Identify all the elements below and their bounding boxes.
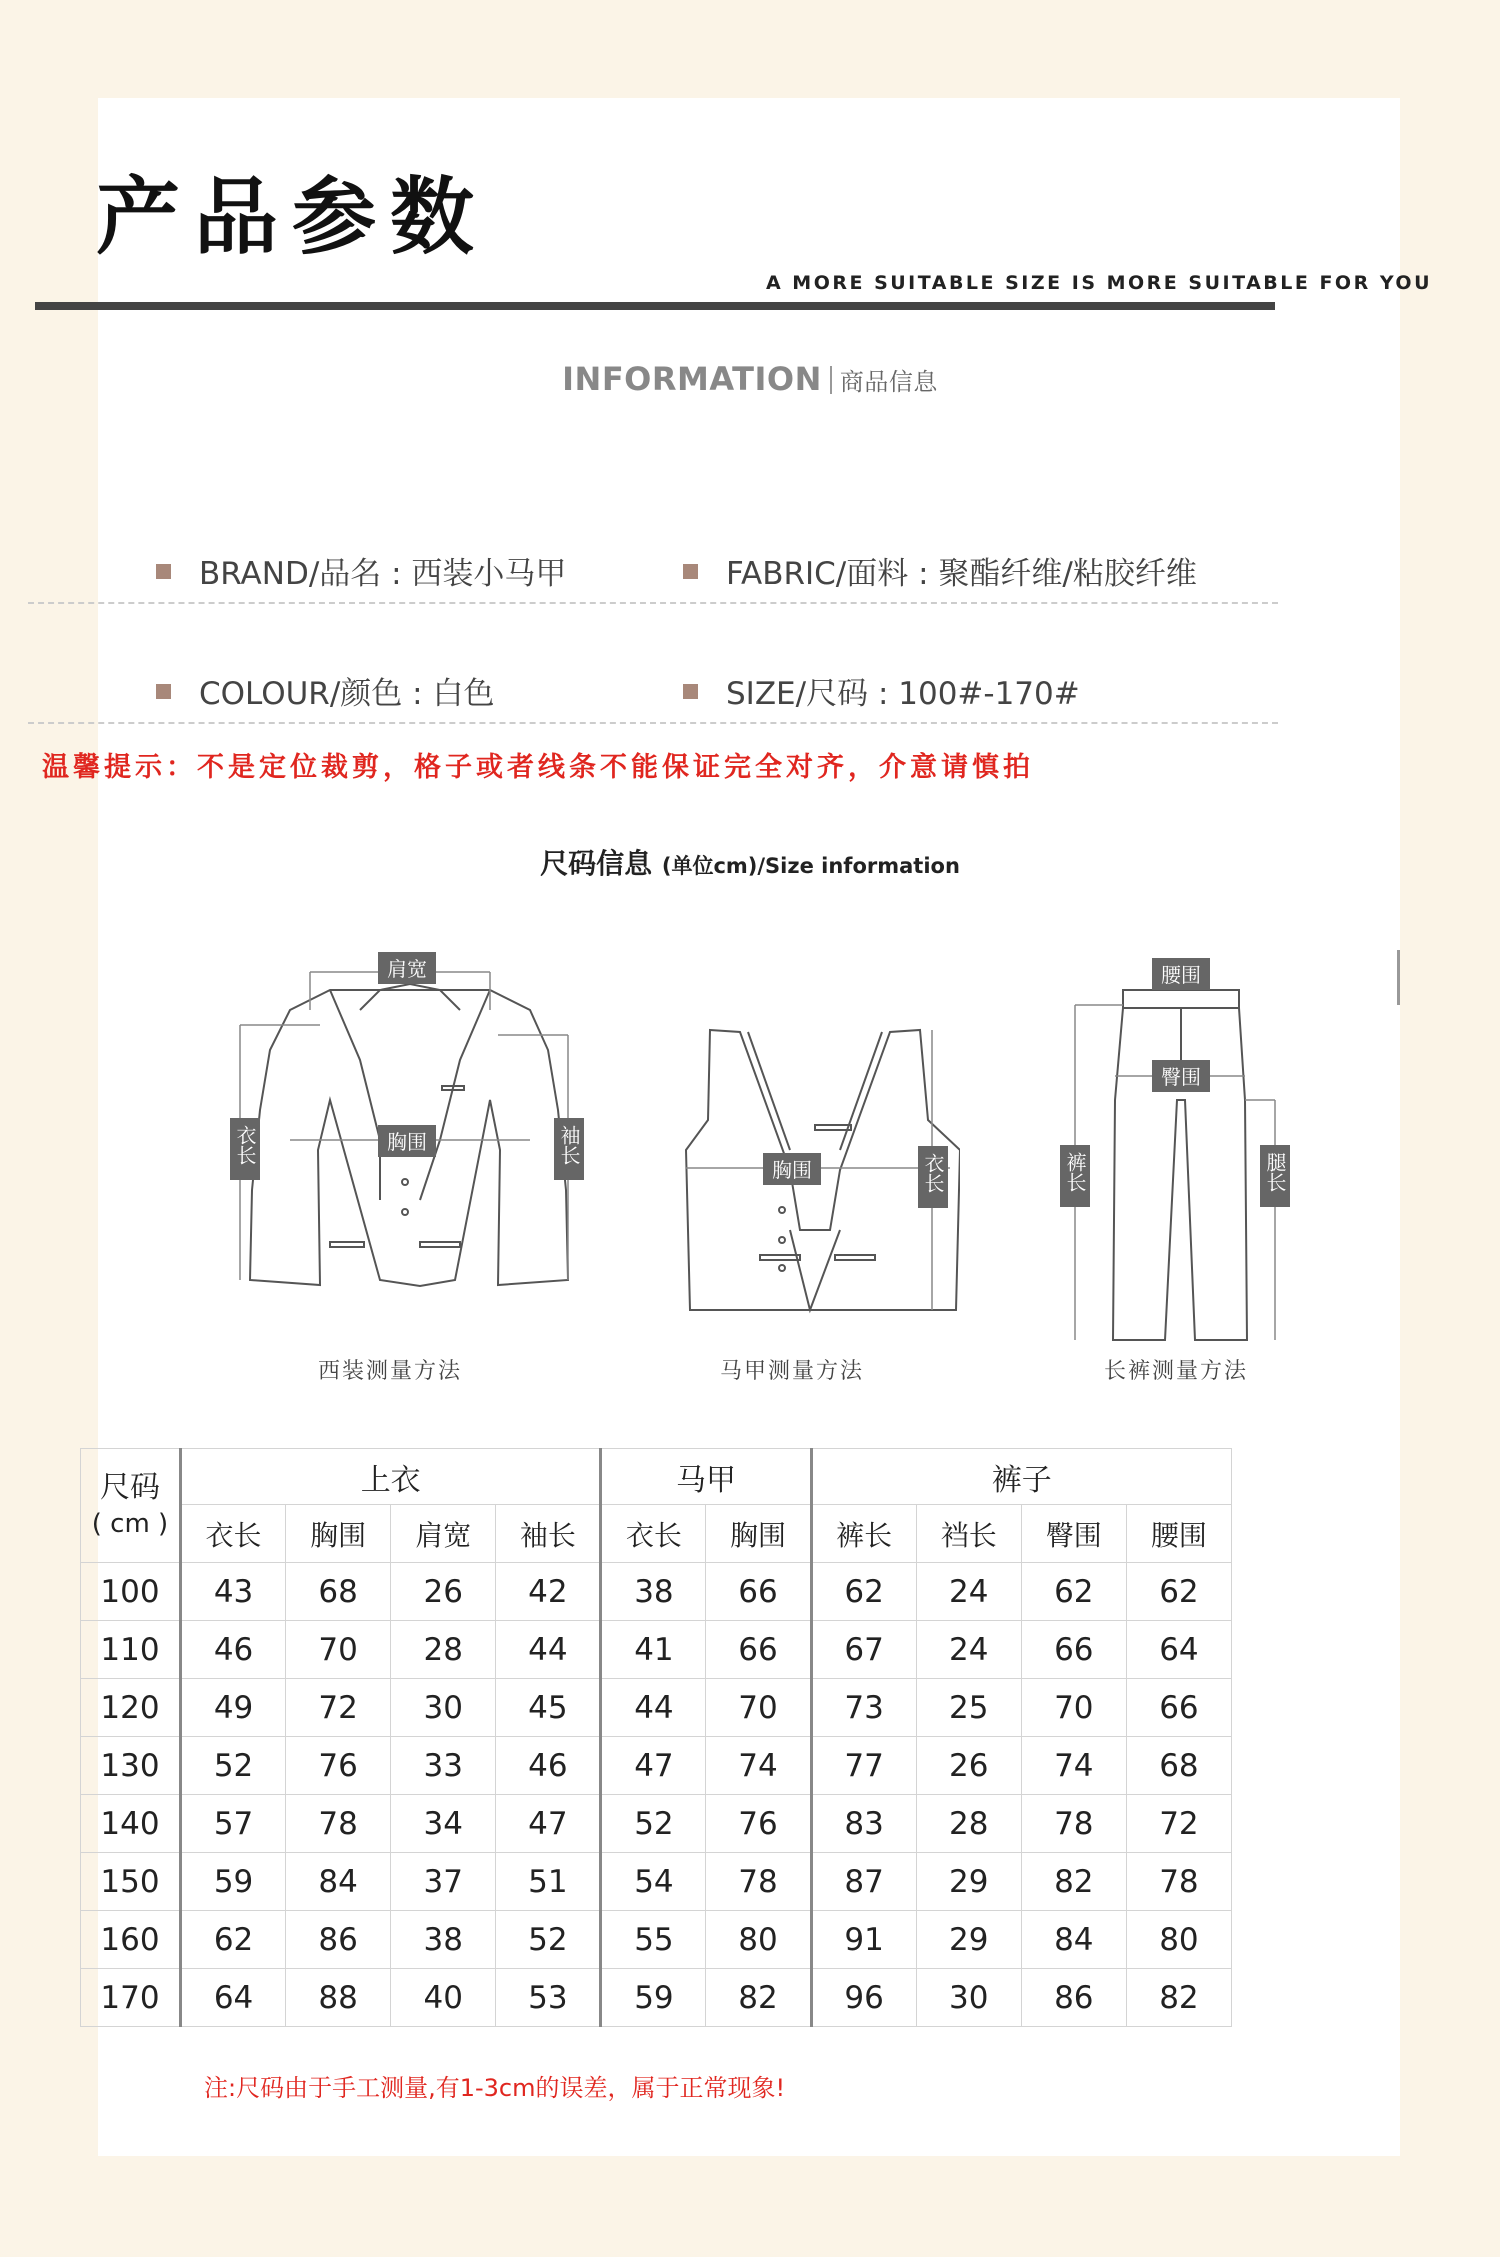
measure-cell: 86: [286, 1911, 391, 1969]
subheader-cell: 衣长: [181, 1505, 286, 1563]
measure-cell: 86: [1021, 1969, 1126, 2027]
measure-cell: 26: [391, 1563, 496, 1621]
measure-cell: 45: [496, 1679, 601, 1737]
brand-field: [156, 548, 566, 593]
measure-cell: 66: [706, 1563, 811, 1621]
vest-right-pocket: [835, 1255, 875, 1260]
colour-value: 白色: [432, 676, 495, 712]
size-value: 100#-170#: [898, 676, 1080, 712]
vest-left-pocket: [760, 1255, 800, 1260]
measure-cell: 87: [811, 1853, 916, 1911]
measure-cell: 38: [391, 1911, 496, 1969]
size-header: 尺码: [100, 1469, 160, 1505]
measure-cell: 57: [181, 1795, 286, 1853]
footnote: 注:尺码由于手工测量,有1-3cm的误差，属于正常现象!: [204, 2074, 786, 2102]
measure-cell: 33: [391, 1737, 496, 1795]
size-label: SIZE/尺码 :: [726, 676, 899, 712]
measure-cell: 91: [811, 1911, 916, 1969]
measure-cell: 24: [916, 1621, 1021, 1679]
measure-cell: 78: [706, 1853, 811, 1911]
measure-cell: 42: [496, 1563, 601, 1621]
brand-value: 西装小马甲: [411, 556, 567, 592]
measure-cell: 67: [811, 1621, 916, 1679]
waist-tag-label: 腰围: [1161, 963, 1201, 987]
info-row-1: [28, 540, 1278, 604]
heading-separator: [830, 366, 832, 394]
square-bullet-icon: [683, 564, 698, 579]
vest-diagram: [660, 1010, 960, 1330]
suit-right-lapel: [420, 990, 490, 1200]
suit-caption: 西装测量方法: [318, 1359, 463, 1384]
title-divider: [35, 302, 1275, 310]
measure-cell: 78: [1126, 1853, 1231, 1911]
measure-cell: 52: [601, 1795, 706, 1853]
measure-cell: 29: [916, 1853, 1021, 1911]
measure-cell: 26: [916, 1737, 1021, 1795]
measure-cell: 70: [706, 1679, 811, 1737]
measure-cell: 37: [391, 1853, 496, 1911]
table-row: [81, 1795, 1232, 1853]
subheader-cell: 胸围: [286, 1505, 391, 1563]
subheader-cell: 衣长: [601, 1505, 706, 1563]
measure-cell: 53: [496, 1969, 601, 2027]
sleeve-tag-label: 袖长: [557, 1125, 581, 1165]
measure-cell: 52: [496, 1911, 601, 1969]
info-row-2: [28, 660, 1278, 724]
measure-cell: 46: [181, 1621, 286, 1679]
square-bullet-icon: [156, 564, 171, 579]
subheader-cell: 袖长: [496, 1505, 601, 1563]
fabric-label: FABRIC/面料 :: [726, 556, 939, 592]
table-row: [81, 1969, 1232, 2027]
measure-cell: 72: [1126, 1795, 1231, 1853]
measure-cell: 41: [601, 1621, 706, 1679]
vest-button: [779, 1207, 785, 1213]
size-field: [683, 668, 1080, 713]
pants-caption: 长裤测量方法: [1104, 1359, 1249, 1384]
vest-length-tag-label: 衣长: [921, 1153, 945, 1193]
measure-cell: 74: [1021, 1737, 1126, 1795]
size-rows: [81, 1563, 1232, 2027]
measure-cell: 80: [706, 1911, 811, 1969]
measure-cell: 66: [1021, 1621, 1126, 1679]
leg-length-tag-label: 腿长: [1263, 1152, 1287, 1192]
table-row: [81, 1563, 1232, 1621]
fabric-value: 聚酯纤维/粘胶纤维: [938, 556, 1197, 592]
vest-hem: [790, 1230, 840, 1310]
measure-cell: 64: [1126, 1621, 1231, 1679]
measure-cell: 29: [916, 1911, 1021, 1969]
suit-button: [402, 1179, 408, 1185]
subheader-cell: 腰围: [1126, 1505, 1231, 1563]
suit-left-lapel: [330, 990, 380, 1200]
measure-cell: 24: [916, 1563, 1021, 1621]
size-table: [80, 1448, 1232, 2027]
measure-cell: 44: [496, 1621, 601, 1679]
pants-diagram: [1055, 950, 1295, 1350]
vest-breast-pocket: [815, 1125, 851, 1130]
info-heading-cn: 商品信息: [839, 368, 938, 396]
vest-button: [779, 1265, 785, 1271]
subheader-cell: 裆长: [916, 1505, 1021, 1563]
measure-cell: 46: [496, 1737, 601, 1795]
size-info-title: 尺码信息: [540, 847, 653, 880]
measure-cell: 66: [706, 1621, 811, 1679]
group-vest: 马甲: [601, 1449, 811, 1505]
measure-cell: 34: [391, 1795, 496, 1853]
measure-cell: 82: [1126, 1969, 1231, 2027]
table-row: [81, 1679, 1232, 1737]
size-info-subtitle: (单位cm)/Size information: [661, 854, 960, 878]
measure-cell: 51: [496, 1853, 601, 1911]
edge-mark: [1397, 950, 1400, 1005]
square-bullet-icon: [156, 684, 171, 699]
size-info-heading: [0, 842, 1500, 882]
size-cell: 130: [81, 1737, 181, 1795]
measure-cell: 54: [601, 1853, 706, 1911]
fabric-field: [683, 548, 1197, 593]
measure-cell: 70: [1021, 1679, 1126, 1737]
group-jacket: 上衣: [181, 1449, 601, 1505]
tagline: A MORE SUITABLE SIZE IS MORE SUITABLE FOR YOU: [765, 272, 1432, 294]
measure-cell: 62: [181, 1911, 286, 1969]
measure-cell: 62: [1021, 1563, 1126, 1621]
measure-cell: 49: [181, 1679, 286, 1737]
suit-diagram: [230, 950, 590, 1340]
measure-cell: 28: [916, 1795, 1021, 1853]
measure-cell: 47: [496, 1795, 601, 1853]
vest-button: [779, 1237, 785, 1243]
size-cell: 150: [81, 1853, 181, 1911]
suit-button: [402, 1209, 408, 1215]
measure-cell: 38: [601, 1563, 706, 1621]
table-row: [81, 1621, 1232, 1679]
brand-label: BRAND/品名 :: [199, 556, 412, 592]
measure-cell: 47: [601, 1737, 706, 1795]
length-tag-label: 衣长: [233, 1125, 257, 1165]
size-cell: 170: [81, 1969, 181, 2027]
size-cell: 120: [81, 1679, 181, 1737]
measure-cell: 30: [391, 1679, 496, 1737]
measure-cell: 66: [1126, 1679, 1231, 1737]
measure-cell: 62: [1126, 1563, 1231, 1621]
pants-length-tag-label: 裤长: [1063, 1152, 1087, 1192]
measure-cell: 84: [1021, 1911, 1126, 1969]
table-subheader-row: [81, 1505, 1232, 1563]
info-heading-en: INFORMATION: [562, 360, 822, 398]
table-row: [81, 1911, 1232, 1969]
colour-label: COLOUR/颜色 :: [199, 676, 433, 712]
size-cell: 140: [81, 1795, 181, 1853]
subheader-cell: 肩宽: [391, 1505, 496, 1563]
measure-cell: 84: [286, 1853, 391, 1911]
group-pants: 裤子: [811, 1449, 1231, 1505]
pants-waistband: [1123, 990, 1239, 1008]
subheader-cell: 裤长: [811, 1505, 916, 1563]
colour-field: [156, 668, 494, 713]
subheader-cell: 胸围: [706, 1505, 811, 1563]
chest-tag-label: 胸围: [387, 1130, 427, 1154]
vest-right-edge: [840, 1032, 882, 1150]
measure-cell: 59: [181, 1853, 286, 1911]
measure-cell: 28: [391, 1621, 496, 1679]
measure-cell: 78: [1021, 1795, 1126, 1853]
measure-cell: 83: [811, 1795, 916, 1853]
measure-cell: 82: [706, 1969, 811, 2027]
measure-cell: 30: [916, 1969, 1021, 2027]
measure-cell: 80: [1126, 1911, 1231, 1969]
measure-cell: 44: [601, 1679, 706, 1737]
measure-cell: 73: [811, 1679, 916, 1737]
measure-cell: 74: [706, 1737, 811, 1795]
size-header-cell: [81, 1449, 181, 1563]
measure-cell: 59: [601, 1969, 706, 2027]
suit-collar: [360, 984, 460, 1010]
measure-cell: 70: [286, 1621, 391, 1679]
measure-cell: 40: [391, 1969, 496, 2027]
measure-cell: 72: [286, 1679, 391, 1737]
vest-left-edge: [748, 1032, 790, 1150]
size-cell: 100: [81, 1563, 181, 1621]
vest-chest-tag-label: 胸围: [772, 1158, 812, 1182]
measure-cell: 25: [916, 1679, 1021, 1737]
measure-cell: 62: [811, 1563, 916, 1621]
info-heading: [0, 360, 1500, 398]
measure-cell: 76: [286, 1737, 391, 1795]
measure-cell: 76: [706, 1795, 811, 1853]
shoulder-tag-label: 肩宽: [387, 957, 427, 981]
measure-cell: 88: [286, 1969, 391, 2027]
warm-notice: 温馨提示：不是定位裁剪，格子或者线条不能保证完全对齐，介意请慎拍: [42, 752, 1034, 783]
hip-tag-label: 臀围: [1161, 1065, 1201, 1089]
suit-right-pocket: [420, 1242, 460, 1247]
suit-left-pocket: [330, 1242, 364, 1247]
measure-cell: 52: [181, 1737, 286, 1795]
subheader-cell: 臀围: [1021, 1505, 1126, 1563]
page-title: 产品参数: [96, 168, 489, 266]
measure-cell: 68: [286, 1563, 391, 1621]
table-row: [81, 1737, 1232, 1795]
size-cell: 110: [81, 1621, 181, 1679]
measure-cell: 82: [1021, 1853, 1126, 1911]
measure-cell: 64: [181, 1969, 286, 2027]
size-unit: ( cm ): [91, 1508, 169, 1539]
size-cell: 160: [81, 1911, 181, 1969]
table-row: [81, 1853, 1232, 1911]
measure-cell: 43: [181, 1563, 286, 1621]
square-bullet-icon: [683, 684, 698, 699]
measure-cell: 77: [811, 1737, 916, 1795]
measure-cell: 55: [601, 1911, 706, 1969]
measure-cell: 68: [1126, 1737, 1231, 1795]
measure-cell: 78: [286, 1795, 391, 1853]
measure-cell: 96: [811, 1969, 916, 2027]
vest-caption: 马甲测量方法: [720, 1359, 865, 1384]
table-group-header-row: [81, 1449, 1232, 1505]
